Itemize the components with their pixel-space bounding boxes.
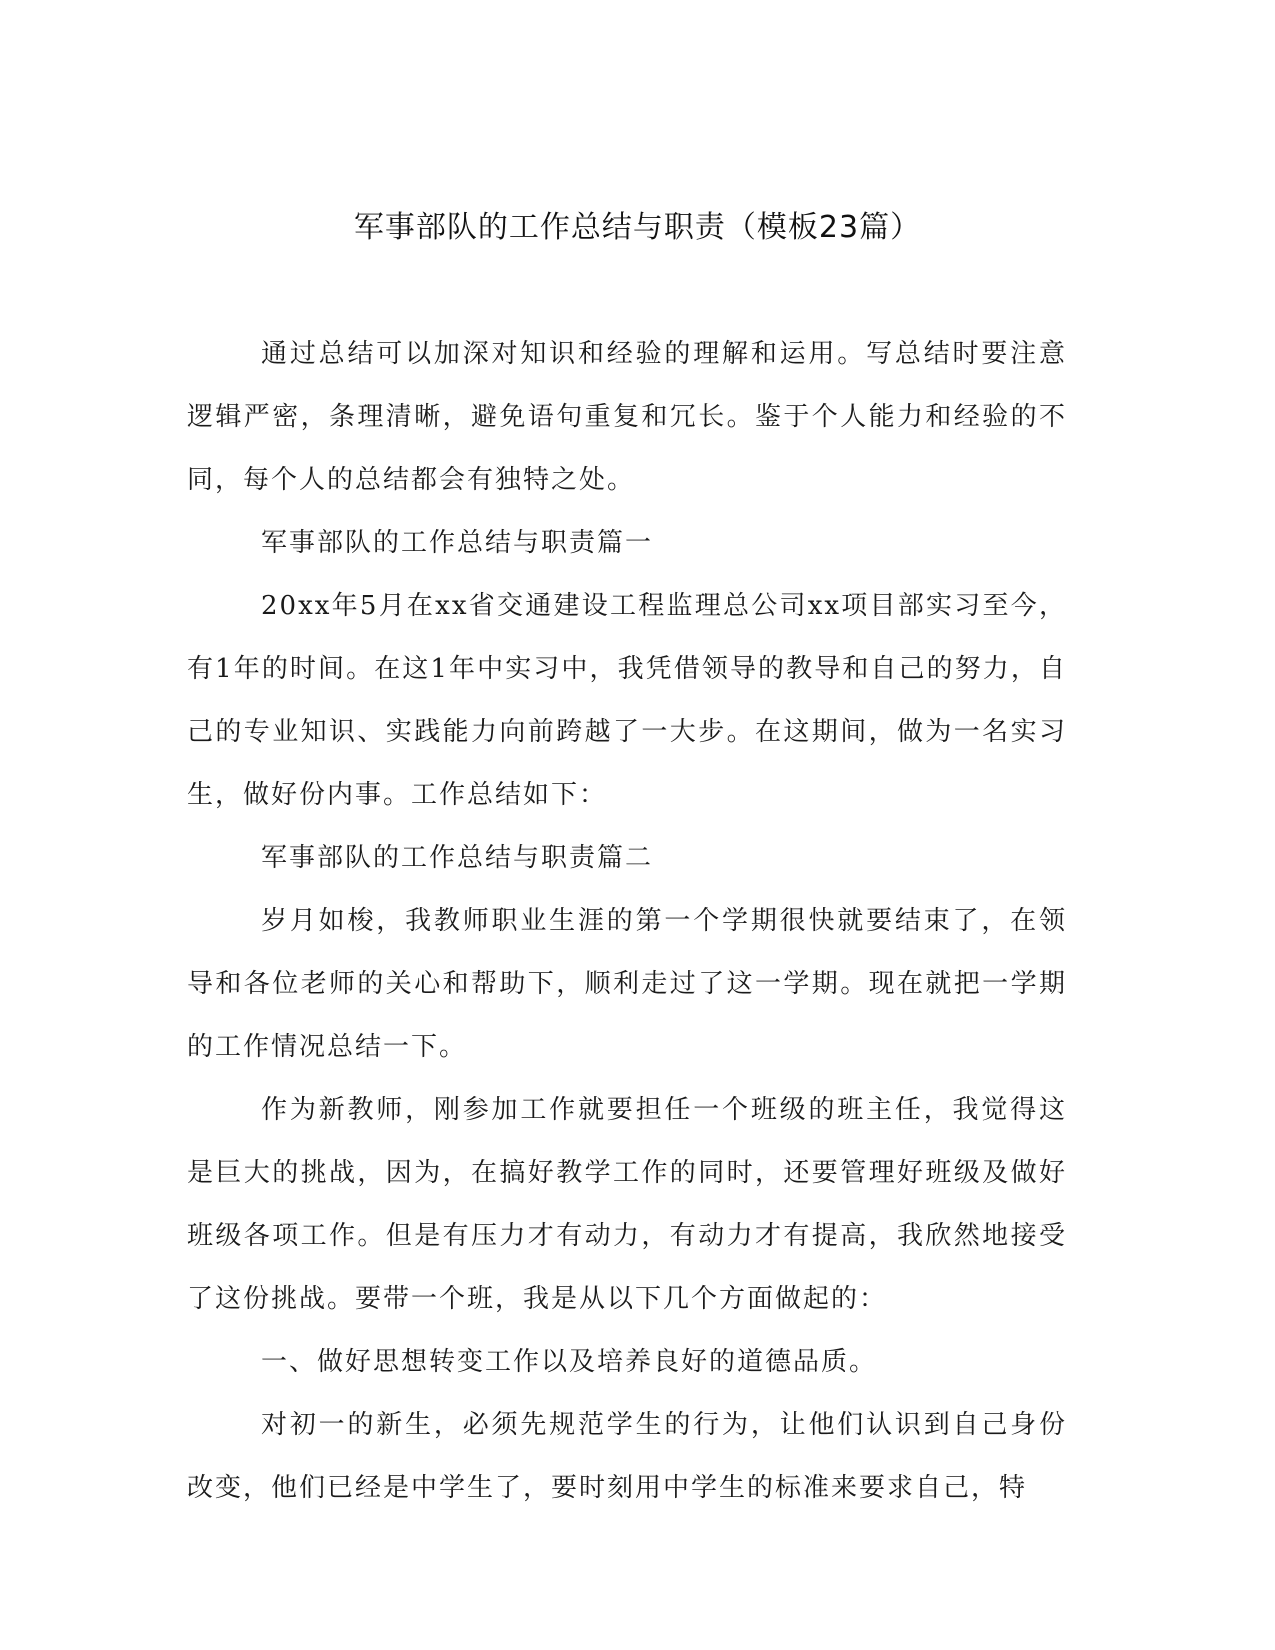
body-paragraph: 20xx年5月在xx省交通建设工程监理总公司xx项目部实习至今，有1年的时间。在这1年中实习中，我凭借领导的教导和自己的努力，自己的专业知识、实践能力向前跨越了一大步。在这期间，做为一名实习生，做好份内事。工作总结如下：: [187, 591, 1067, 810]
document-title: 军事部队的工作总结与职责（模板23篇）: [353, 210, 922, 245]
section-heading-2: 军事部队的工作总结与职责篇二: [261, 843, 654, 873]
body-paragraph: 岁月如梭，我教师职业生涯的第一个学期很快就要结束了，在领导和各位老师的关心和帮助下，顺利走过了这一学期。现在就把一学期的工作情况总结一下。: [187, 906, 1067, 1062]
body-paragraph: 作为新教师，刚参加工作就要担任一个班级的班主任，我觉得这是巨大的挑战，因为，在搞好教学工作的同时，还要管理好班级及做好班级各项工作。但是有压力才有动力，有动力才有提高，我欣然地接受了这份挑战。要带一个班，我是从以下几个方面做起的：: [187, 1095, 1067, 1314]
list-item-heading: 一、做好思想转变工作以及培养良好的道德品质。: [261, 1347, 878, 1377]
body-paragraph: 对初一的新生，必须先规范学生的行为，让他们认识到自己身份改变，他们已经是中学生了，要时刻用中学生的标准来要求自己，特: [187, 1410, 1067, 1503]
intro-paragraph: 通过总结可以加深对知识和经验的理解和运用。写总结时要注意逻辑严密，条理清晰，避免语句重复和冗长。鉴于个人能力和经验的不同，每个人的总结都会有独特之处。: [187, 339, 1067, 495]
document-body: [187, 323, 1067, 1520]
section-heading-1: 军事部队的工作总结与职责篇一: [261, 528, 654, 558]
